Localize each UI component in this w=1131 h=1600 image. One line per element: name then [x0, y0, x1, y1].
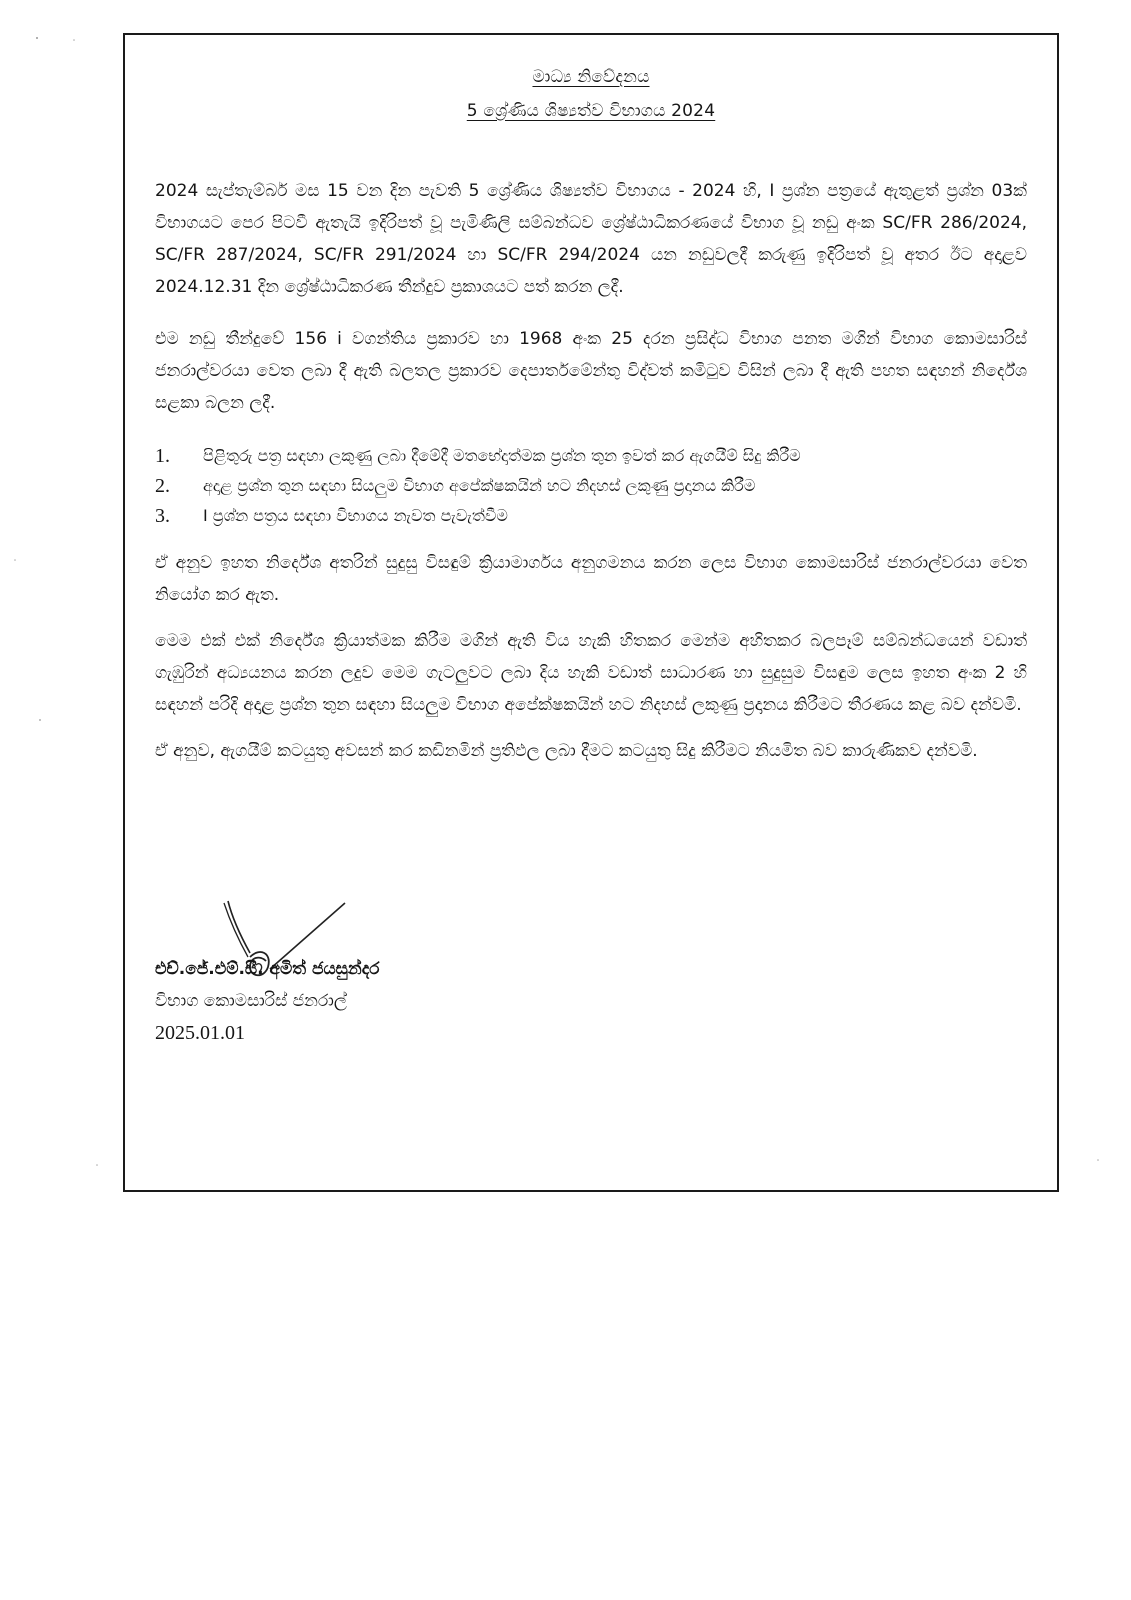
list-item-text: පිළිතුරු පත්‍ර සඳහා ලකුණු ලබා දීමේදී මතභේදාත්මක ප්‍රශ්න තුන ඉවත් කර ඇගයීම් සිදු කිරීම	[203, 446, 801, 465]
document-subtitle: 5 ශ්‍රේණිය ශිෂ්‍යත්ව විභාගය 2024	[466, 101, 716, 121]
signatory-name: එච්.ජේ.එම්.සී. අමිත් ජයසුන්දර	[155, 959, 380, 979]
list-item	[155, 501, 1027, 531]
document-heading	[125, 63, 1057, 125]
list-item-text: I ප්‍රශ්න පත්‍රය සඳහා විභාගය නැවත පැවැත්වීම	[203, 506, 508, 525]
signature-block	[155, 953, 380, 1049]
list-item-text: අදාළ ප්‍රශ්න තුන සඳහා සියලුම විභාග අපේක්ෂකයින් හට නිදහස් ලකුණු ප්‍රදානය කිරීම	[203, 476, 756, 495]
list-item-number: 1.	[155, 445, 170, 467]
paragraph-order: ඒ අනුව ඉහත නිර්දේශ අතරින් සුදුසු විසඳුම් ක්‍රියාමාර්ගය අනුගමනය කරන ලෙස විභාග කොමසාරිස් ජනරාල්වරයා වෙත නියෝග කර ඇත.	[155, 553, 1027, 605]
list-item	[155, 471, 1027, 501]
document-title: මාධ්‍ය නිවේදනය	[532, 67, 650, 87]
paragraph-results: ඒ අනුව, ඇගයීම් කටයුතු අවසන් කර කඩිනමින් ප්‍රතිඵල ලබා දීමට කටයුතු සිදු කිරීමට නියමිත බව කාරුණිකව දන්වමි.	[155, 741, 978, 761]
list-item-number: 2.	[155, 475, 170, 497]
document-frame	[123, 33, 1059, 1192]
list-item-number: 3.	[155, 505, 170, 527]
document-body	[155, 175, 1027, 767]
signature-date: 2025.01.01	[155, 1022, 245, 1044]
list-item	[155, 441, 1027, 471]
paragraph-decision: මෙම එක් එක් නිර්දේශ ක්‍රියාත්මක කිරීම මගින් ඇති විය හැකි හිතකර මෙන්ම අහිතකර බලපෑම් සම්බන්ධයෙන් වඩාත් ගැඹුරින් අධ්‍යයනය කරන ලදුව මෙම ගැටලුවට ලබා දිය හැකි වඩාත් සාධාරණ හා සුදුසුම විසඳුම ලෙස ඉහත අංක 2 හි සඳහන් පරිදි අදාළ ප්‍රශ්න තුන සඳහා සියලුම විභාග අපේක්ෂකයින් හට නිදහස් ලකුණු ප්‍රදානය කිරීමට තීරණය කළ බව දන්වමි.	[155, 631, 1027, 715]
paragraph-court-case: 2024 සැප්තැම්බර් මස 15 වන දින පැවති 5 ශ්‍රේණිය ශිෂ්‍යත්ව විභාගය - 2024 හි, I ප්‍රශ්න පත්‍රයේ ඇතුළත් ප්‍රශ්න 03ක් විභාගයට පෙර පිටවී ඇතැයි ඉදිරිපත් වූ පැමිණිලි සම්බන්ධව ශ්‍රේෂ්ඨාධිකරණයේ විභාග වූ නඩු අංක SC/FR 286/2024, SC/FR 287/2024, SC/FR 291/2024 හා SC/FR 294/2024 යන නඩුවලදී කරුණු ඉදිරිපත් වූ අතර ඊට අදාළව 2024.12.31 දින ශ්‍රේෂ්ඨාධිකරණ තීන්දුව ප්‍රකාශයට පත් කරන ලදී.	[155, 181, 1027, 297]
signatory-designation: විභාග කොමසාරිස් ජනරාල්	[155, 991, 347, 1011]
paragraph-recommendations-intro: එම නඩු තීන්දුවේ 156 i වගන්තිය ප්‍රකාරව හා 1968 අංක 25 දරන ප්‍රසිද්ධ විභාග පනත මගින් විභාග කොමසාරිස් ජනරාල්වරයා වෙත ලබා දී ඇති බලතල ප්‍රකාරව දෙපාර්තමේන්තු විද්වත් කමිටුව විසින් ලබා දී ඇති පහත සඳහන් නිර්දේශ සළකා බලන ලදී.	[155, 329, 1027, 413]
recommendation-list	[155, 441, 1027, 531]
